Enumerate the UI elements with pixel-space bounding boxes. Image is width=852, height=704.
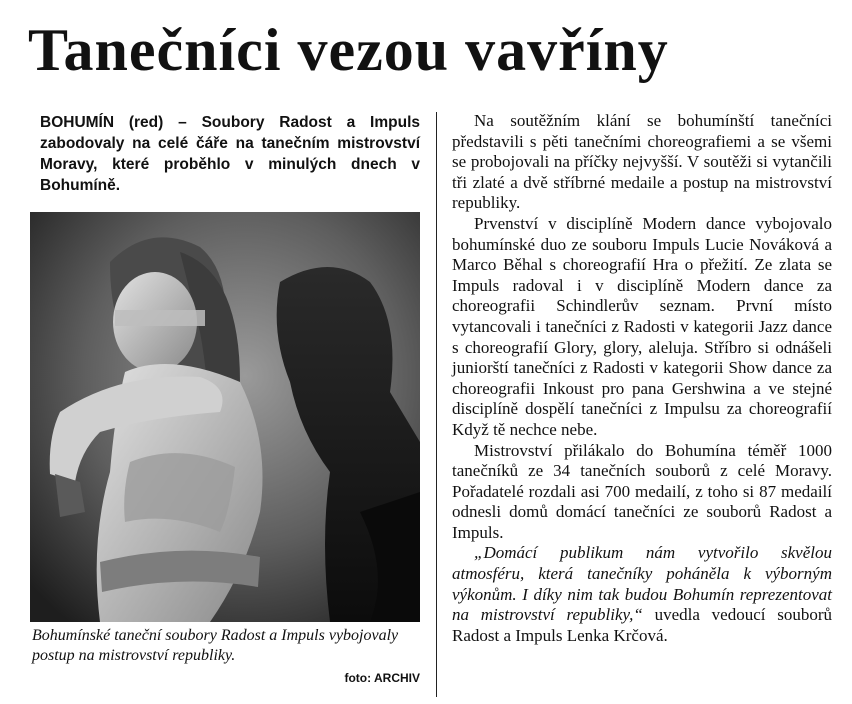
dancer-photo-image xyxy=(30,212,420,622)
body-paragraph: Mistrovství přilákalo do Bohumína téměř 1000 tanečníků ze 34 tanečních souborů z celé Moravy. Pořadatelé rozdali asi 700 medailí, z toho si 87 medailí odnesli domů domácí tanečníci ze souborů Radost a Impuls. xyxy=(452,440,832,542)
column-divider xyxy=(436,112,437,697)
photo-caption: Bohumínské taneční soubory Radost a Impuls vybojovaly postup na mistrovství republiky. xyxy=(32,627,399,664)
quote-text: „Domácí publikum nám vytvořilo skvělou atmosféru, která tanečníky poháněla k výborným výkonům. I díky nim tak budou Bohumín reprezentovat na mistrovství republiky,“ xyxy=(452,543,832,625)
photo-credit: foto: ARCHIV xyxy=(344,671,420,685)
quote-paragraph xyxy=(452,543,832,646)
article-body xyxy=(452,111,832,646)
lead-paragraph: BOHUMÍN (red) – Soubory Radost a Impuls zabodovaly na celé čáře na tanečním mistrovství Moravy, které proběhlo v minulých dnech v Bohumíně. xyxy=(40,114,420,194)
body-paragraph: Prvenství v disciplíně Modern dance vybojovalo bohumínské duo ze souboru Impuls Lucie Nováková a Marco Běhal s choreografií Hra o přežití. Ze zlata se Impuls radoval i v disciplíně Modern dance za choreografii Schindlerův seznam. První místo vytancovali i tanečníci z Radosti v kategorii Jazz dance s choreografií Glory, glory, aleluja. Stříbro si odnášeli juniorští tanečníci z Radosti v kategorii Show dance za choreografii Inkoust pro pana Gershwina a ve stejné disciplíně dospělí tanečníci z Impulsu za choreografií Když tě nechce nebe. xyxy=(452,213,832,439)
body-paragraph: Na soutěžním klání se bohumínští tanečníci představili s pěti tanečními choreografiemi a se všemi se probojovali na příčky nejvyšší. V soutěži si vytančili tři zlaté a dvě stříbrné medaile a postup na mistrovství republiky. xyxy=(452,111,832,213)
quote-attribution: uvedla vedoucí souborů Radost a Impuls Lenka Krčová. xyxy=(452,605,833,645)
article-photo xyxy=(30,212,420,622)
headline: Tanečníci vezou vavříny xyxy=(28,17,669,83)
